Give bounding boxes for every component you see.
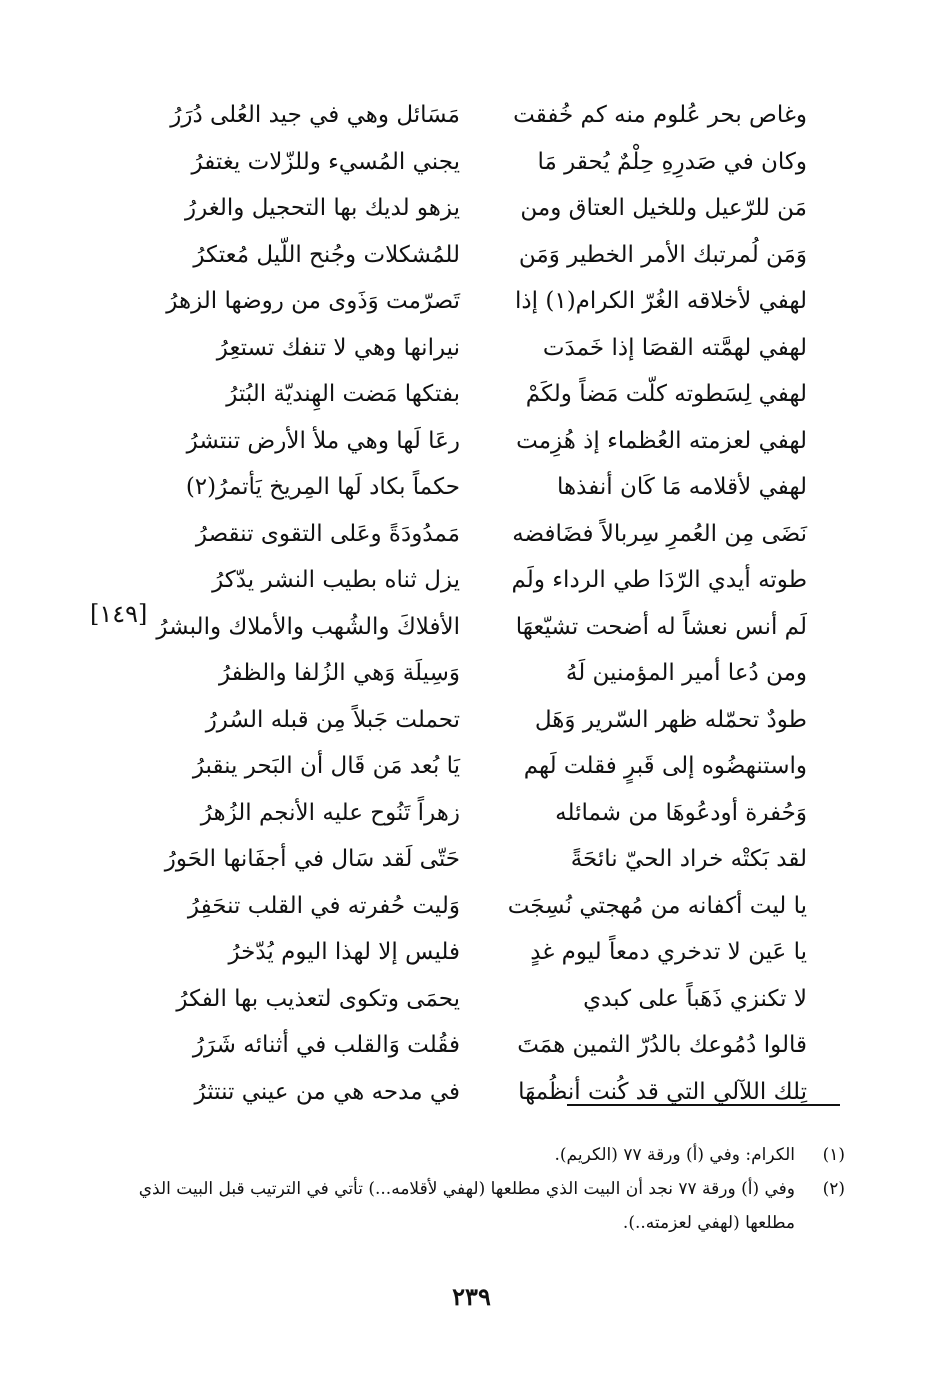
verse-second-hemistich: يزل ثناه بطيب النشر يدّكرُ <box>212 567 460 593</box>
verse-second-hemistich: للمُشكلات وجُنح اللّيل مُعتكرُ <box>193 241 460 268</box>
verse-first-hemistich: وَمَن لُمرتبك الأمر الخطير وَمَن <box>518 241 807 268</box>
verse-first-hemistich: طوته أيدي الرّدَا طي الرداء ولَم <box>511 567 807 593</box>
verse-first-hemistich: واستنهضُوه إلى قَبرٍ فقلت لَهم <box>523 753 807 779</box>
verse-first-hemistich: وغاص بحر عُلوم منه كم خُفقت <box>513 102 807 128</box>
verse-second-hemistich: تحملت جَبلاً مِن قبله السُررُ <box>205 706 460 733</box>
footnote-number: (١) <box>822 1145 845 1165</box>
verse-first-hemistich: وكان في صَدرِهِ حِلْمٌ يُحقر مَا <box>537 148 807 175</box>
verse-first-hemistich: لَم أنس نعشاً له أضحت تشيّعهَا <box>515 613 807 640</box>
verse-second-hemistich: مَمدُودَةً وعَلى التقوى تنقصرُ <box>195 520 460 547</box>
verse-second-hemistich: يزهو لديك بها التحجيل والغررُ <box>184 195 460 221</box>
verse-second-hemistich: الأفلاكَ والشُهب والأملاك والبشرُ <box>156 613 460 640</box>
verse-second-hemistich: يَا بُعد مَن قَال أن البَحر ينقبرُ <box>192 753 460 779</box>
footnote-2 <box>110 1172 845 1240</box>
verse-first-hemistich: لقد بَكتْه خراد الحيّ نائحَةً <box>570 846 807 872</box>
verse-second-hemistich: وَسِيلَة وَهي الزُلفا والظفرُ <box>218 660 460 686</box>
verse-first-hemistich: لهفي لأقلامه مَا كَان أنفذها <box>557 474 807 500</box>
footnotes <box>110 1138 845 1240</box>
verse-first-hemistich: وَحُفرة أودعُوهَا من شمائله <box>555 799 807 826</box>
verse-second-hemistich: حَتّى لَقد سَال في أجفَانها الحَورُ <box>164 846 460 872</box>
verse-second-hemistich: مَسَائل وهي في جيد العُلى دُرَرُ <box>170 102 460 128</box>
poem-right-column <box>497 92 807 1115</box>
footnote-number: (٢) <box>822 1179 845 1199</box>
verse-first-hemistich: طودٌ تحمّله ظهر السّرير وَهَل <box>534 706 807 733</box>
verse-first-hemistich: مَن للرّعيل وللخيل العتاق ومن <box>520 195 807 221</box>
verse-second-hemistich: نيرانها وهي لا تنفك تستعِرُ <box>216 334 460 361</box>
footnote-text: وفي (أ) ورقة ٧٧ نجد أن البيت الذي مطلعها (لهفي لأقلامه...) تأتي في الترتيب قبل البيت الذي مطلعها (لهفي لعزمته..). <box>138 1179 795 1233</box>
footnote-1 <box>110 1138 845 1172</box>
verse-second-hemistich: فقُلت وَالقلب في أثنائه شَرَرُ <box>192 1032 460 1058</box>
verse-second-hemistich: زهراً تَنُوح عليه الأنجم الزُهرُ <box>200 799 460 826</box>
verse-first-hemistich: لهفي لعزمته العُظماء إذ هُزِمت <box>516 427 807 454</box>
verse-second-hemistich: يحمَى وتكوى لتعذيب بها الفكرُ <box>176 985 460 1012</box>
verse-first-hemistich: لهفي لأخلاقه الغُرّ الكرام(١) إذا <box>515 288 807 314</box>
verse-first-hemistich: يا ليت أكفانه من مُهجتي نُسِجَت <box>507 892 807 919</box>
verse-first-hemistich: ومن دُعا أمير المؤمنين لَهُ <box>565 660 807 686</box>
verse-second-hemistich: في مدحه هي من عيني تنتثرُ <box>194 1078 460 1105</box>
verse-first-hemistich: لهفي لهمَّته القصَا إذا خَمدَت <box>542 334 807 361</box>
verse-second-hemistich: حكماً بكاد لَها المِريخ يَأتمرُ(٢) <box>185 474 460 500</box>
verse-first-hemistich: يا عَين لا تدخري دمعاً ليوم غدٍ <box>530 939 807 965</box>
verse-second-hemistich: يجني المُسيء وللزّلات يغتفرُ <box>191 148 460 175</box>
verse-first-hemistich: لا تكنزي ذَهَباً على كبدي <box>583 985 807 1012</box>
poem-left-column <box>150 92 460 1115</box>
verse-second-hemistich: تَصرّمت وَذَوى من روضها الزهرُ <box>166 288 460 314</box>
verse-first-hemistich: نَضَى مِن العُمرِ سِربالاً فضَافضه <box>512 520 807 547</box>
page-number: ٢٣٩ <box>452 1282 491 1311</box>
verse-first-hemistich: قالوا دُمُوعك بالدُرّ الثمين همَتَ <box>517 1032 807 1058</box>
verse-second-hemistich: رعَا لَها وهي ملأ الأرض تنتشرُ <box>186 427 460 454</box>
verse-second-hemistich: بفتكها مَضت الهِنديّة البُترُ <box>226 381 460 407</box>
verse-second-hemistich: وَليت حُفرته في القلب تنحَفِرُ <box>187 892 460 919</box>
verse-second-hemistich: فليس إلا لهذا اليوم يُدّخرُ <box>228 939 460 965</box>
folio-marker: [١٤٩] <box>90 600 148 628</box>
verse-first-hemistich: تِلك اللآلي التي قد كُنت أنظُمهَا <box>518 1078 807 1105</box>
footnote-text: الكرام: وفي (أ) ورقة ٧٧ (الكريم). <box>554 1145 795 1165</box>
verse-first-hemistich: لهفي لِسَطوته كلّت مَضاً ولكَمْ <box>525 381 807 407</box>
footnote-divider <box>567 1104 840 1106</box>
